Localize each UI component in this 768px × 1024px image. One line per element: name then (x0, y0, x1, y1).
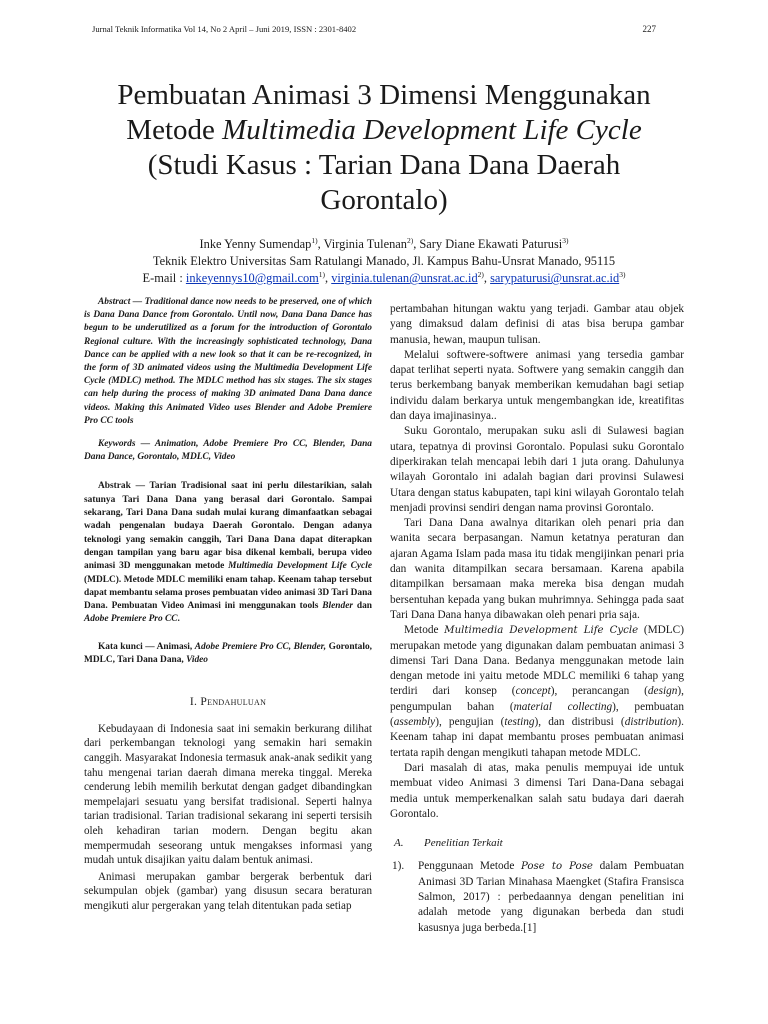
email-link-3[interactable]: sarypaturusi@unsrat.ac.id (490, 271, 620, 285)
author-2-sup: 2) (406, 235, 414, 245)
list-item (390, 859, 684, 935)
mdlc-distribution: distribution (624, 716, 678, 729)
katakunci-prefix: Kata kunci — Animasi, (98, 641, 195, 652)
abstract-indonesian (84, 480, 372, 626)
author-1: Inke Yenny Sumendap (199, 237, 312, 251)
katakunci-italic-1: Adobe Premiere Pro CC, Blender, (194, 641, 327, 652)
running-header (92, 24, 656, 40)
list-item-number: 1). (392, 860, 405, 873)
abstrak-italic-1: Multimedia Development Life Cycle (228, 561, 372, 572)
email-2-sup: 2) (477, 269, 484, 279)
email-sep-2: , (483, 271, 491, 285)
mdlc-text-e: ), pembuatan ( (390, 700, 684, 729)
left-column (84, 296, 372, 916)
subsection-title: Penelitian Terkait (424, 837, 503, 850)
abstrak-part-3: dan (353, 601, 372, 612)
email-line (60, 270, 708, 287)
section-title: Pendahuluan (200, 695, 267, 709)
author-3: , Sary Diane Ekawati Paturusi (413, 237, 563, 251)
intro-paragraph-2: Animasi merupakan gambar bergerak berbentuk dari sekumpulan objek (gambar) yang disusun secara beraturan mengikuti alur pergerakan yang telah ditentukan pada setiap (84, 870, 372, 913)
paper-title (80, 78, 688, 218)
subsection-heading-related-work (390, 836, 684, 851)
email-link-2[interactable]: virginia.tulenan@unsrat.ac.id (331, 271, 478, 285)
title-line-1: Pembuatan Animasi 3 Dimensi Menggunakan (117, 79, 651, 111)
email-link-1[interactable]: inkeyennys10@gmail.com (185, 271, 319, 285)
right-paragraph-4: Tari Dana Dana awalnya ditarikan oleh penari pria dan wanita secara berpasangan. Namun ketatnya peraturan dan ajaran Agama Islam pada masa itu tidak mengijinkan penari pria dan wanita ditampilkan secara bersamaan. Karena apabila ditampilkan bersamaan maka mereka bisa dengan mudah bersentuhan kepada yang bukan muhrimnya. Sehingga pada saat Tari Dana Dana hanya dibawakan oleh penari pria saja. (390, 517, 684, 621)
mdlc-assembly: assembly (393, 716, 436, 729)
email-3-sup: 3) (619, 269, 626, 279)
author-3-sup: 3) (562, 235, 569, 245)
email-1-sup: 1) (318, 269, 326, 279)
journal-citation: Jurnal Teknik Informatika Vol 14, No 2 April – Juni 2019, ISSN : 2301-8402 (92, 24, 357, 34)
katakunci-italic-2: Video (186, 655, 208, 665)
title-line-3: (Studi Kasus : Tarian Dana Dana Daerah (147, 149, 621, 181)
section-heading-introduction (84, 695, 372, 710)
right-column (390, 302, 684, 936)
mdlc-testing: testing (504, 716, 535, 729)
mdlc-text-d: ), pengumpulan bahan ( (390, 685, 684, 713)
abstrak-part-2: (MDLC). Metode MDLC memiliki enam tahap. Keenam tahap tersebut dapat membantu selama proses pembuatan video animasi 3D Tari Dana Dana. Pembuatan Video Animasi ini menggunakan tools (84, 574, 372, 612)
section-number: I. (189, 695, 201, 709)
mdlc-text-b: (MDLC) merupakan metode yang digunakan dalam pembuatan animasi 3 dimensi Tari Dana Dana. Bedanya menggunakan metode lain dengan metode ini yaitu metode MDLC memiliki 6 tahap yang terdiri dari konsep ( (390, 624, 684, 698)
abstrak-italic-2: Blender (322, 601, 354, 612)
abstrak-italic-3: Adobe Premiere Pro CC (84, 614, 178, 625)
keywords-indonesian (84, 641, 372, 668)
list-item-text-a: Penggunaan Metode (418, 860, 521, 873)
mdlc-italic: Multimedia Development Life Cycle (444, 625, 639, 637)
right-paragraph-1: pertambahan hitungan waktu yang terjadi. Gambar atau objek yang dimaksud dalam definisi di atas bisa berupa gambar manusia, hewan, maupun tulisan. (390, 303, 684, 346)
keywords-english: Keywords — Animation, Adobe Premiere Pro CC, Blender, Dana Dana Dance, Gorontalo, MDLC, Video (84, 439, 372, 463)
mdlc-text-a: Metode (404, 624, 445, 637)
list-item-italic: Pose to Pose (520, 861, 593, 873)
list-item-text-b: dalam Pembuatan Animasi 3D Tarian Minahasa Maengket (Stafira Fransisca Salmon, 2017) : perbedaannya dengan penelitian ini adalah metode yang digunakan berbeda dan studi kasusnya juga berbeda.[1] (418, 860, 684, 934)
intro-paragraph-1: Kebudayaan di Indonesia saat ini semakin berkurang dilihat dari perkembangan teknologi yang semakin hari semakin canggih. Masyarakat Indonesia termasuk anak-anak sedikit yang tahu mengenai tarian daerah dimana mereka tinggal. Mereka cenderung lebih memilih berkutat dengan gadget dibandingkan mempelajari sesuatu yang bersifat tradisional. Seperti halnya tarian tradisional. Tarian tradisional sekarang ini seperti tersisih oleh kehadiran tarian modern. Dengan begitu akan mempermudah seseorang untuk mengakses informasi yang mudah untuk disajikan yaitu dalam bentuk animasi. (84, 722, 372, 867)
title-line-2-italic: Multimedia Development Life Cycle (222, 114, 642, 146)
right-paragraph-6: Dari masalah di atas, maka penulis mempuyai ide untuk membuat video Animasi 3 dimensi Tari Dana-Dana sebagai media untuk memperkenalkan salah satu budaya dari daerah Gorontalo. (390, 761, 684, 820)
mdlc-design: design (647, 685, 678, 698)
mdlc-concept: concept (515, 685, 551, 698)
right-paragraph-2: Melalui softwere-softwere animasi yang tersedia gambar dapat terlihat seperti nyata. Softwere yang semakin canggih dan terus berkembang banyak memberikan kemudahan bagi setiap individu dalam berkarya untuk mengembangkan ide, kreatifitas dan daya imajinasinya.. (390, 348, 684, 423)
list-item-text (418, 859, 684, 935)
mdlc-material: material collecting (513, 700, 613, 713)
author-block (60, 236, 708, 287)
subsection-letter: A. (394, 837, 404, 850)
title-line-4: Gorontalo) (320, 184, 448, 216)
katakunci-middle: Gorontalo, MDLC, Tari Dana Dana, (84, 641, 372, 665)
email-sep-1: , (325, 271, 332, 285)
right-paragraph-3: Suku Gorontalo, merupakan suku asli di Sulawesi bagian utara, tepatnya di provinsi Gorontalo. Populasi suku Gorontalo diperkirakan telah mencapai lebih dari 1 juta orang. Dahulunya wilayah Gorontalo ini adalah bagian dari provinsi Sulawesi Utara dengan status kabupaten, tapi kini wilayah Gorontalo telah menjadi provinsi sendiri dengan nama provinsi Gorontalo. (390, 425, 684, 514)
abstrak-part-4: . (177, 614, 180, 625)
abstract-english: Abstract — Traditional dance now needs to be preserved, one of which is Dana Dana Dance from Gorontalo. Until now, Dana Dana Dance has begun to be underutilized as a forum for the introduction of Gorontalo Regional culture. With the increasingly sophisticated technology, Dana Dance can be applied with a new look so that it can be re-recognized, in the form of 3D animated videos using the Multimedia Development Life Cycle (MDLC) method. The MDLC method has six stages. The six stages can help during the process of making 3D animated Dana Dana dance videos. Making this Animated Video uses Blender and Adobe Premiere Pro CC tools (84, 297, 372, 426)
mdlc-text-g: ), dan distribusi ( (534, 716, 625, 729)
email-label: E-mail : (142, 271, 186, 285)
author-2: , Virginia Tulenan (317, 237, 407, 251)
mdlc-text-c: ), perancangan ( (550, 685, 648, 698)
author-names (60, 236, 708, 253)
title-line-2-prefix: Metode (126, 114, 223, 146)
mdlc-text-h: ). Keenam tahap ini dapat membantu proses pembuatan animasi tertata rapih dengan mengikuti tahapan metode MDLC. (390, 716, 685, 759)
page-number: 227 (642, 24, 656, 34)
mdlc-text-f: ), pengujian ( (435, 716, 505, 729)
right-paragraph-5 (390, 623, 684, 761)
abstrak-part-1: Abstrak — Tarian Tradisional saat ini perlu dilestarikian, salah satunya Tari Dana Dana yang berasal dari Gorontalo. Sampai sekarang, Tari Dana Dana sudah mulai kurang dimanfaatkan sebagai wadah pengenalan budaya Daerah Gorontalo. Dengan adanya teknologi yang semakin canggih, Tari Dana Dana dapat diterapkan dengan tampilan yang baru agar bisa dikenal kembali, berupa video animasi 3D menggunakan metode (84, 481, 372, 572)
title-line-2 (80, 113, 688, 148)
author-1-sup: 1) (311, 235, 318, 245)
affiliation: Teknik Elektro Universitas Sam Ratulangi Manado, Jl. Kampus Bahu-Unsrat Manado, 95115 (152, 254, 616, 268)
